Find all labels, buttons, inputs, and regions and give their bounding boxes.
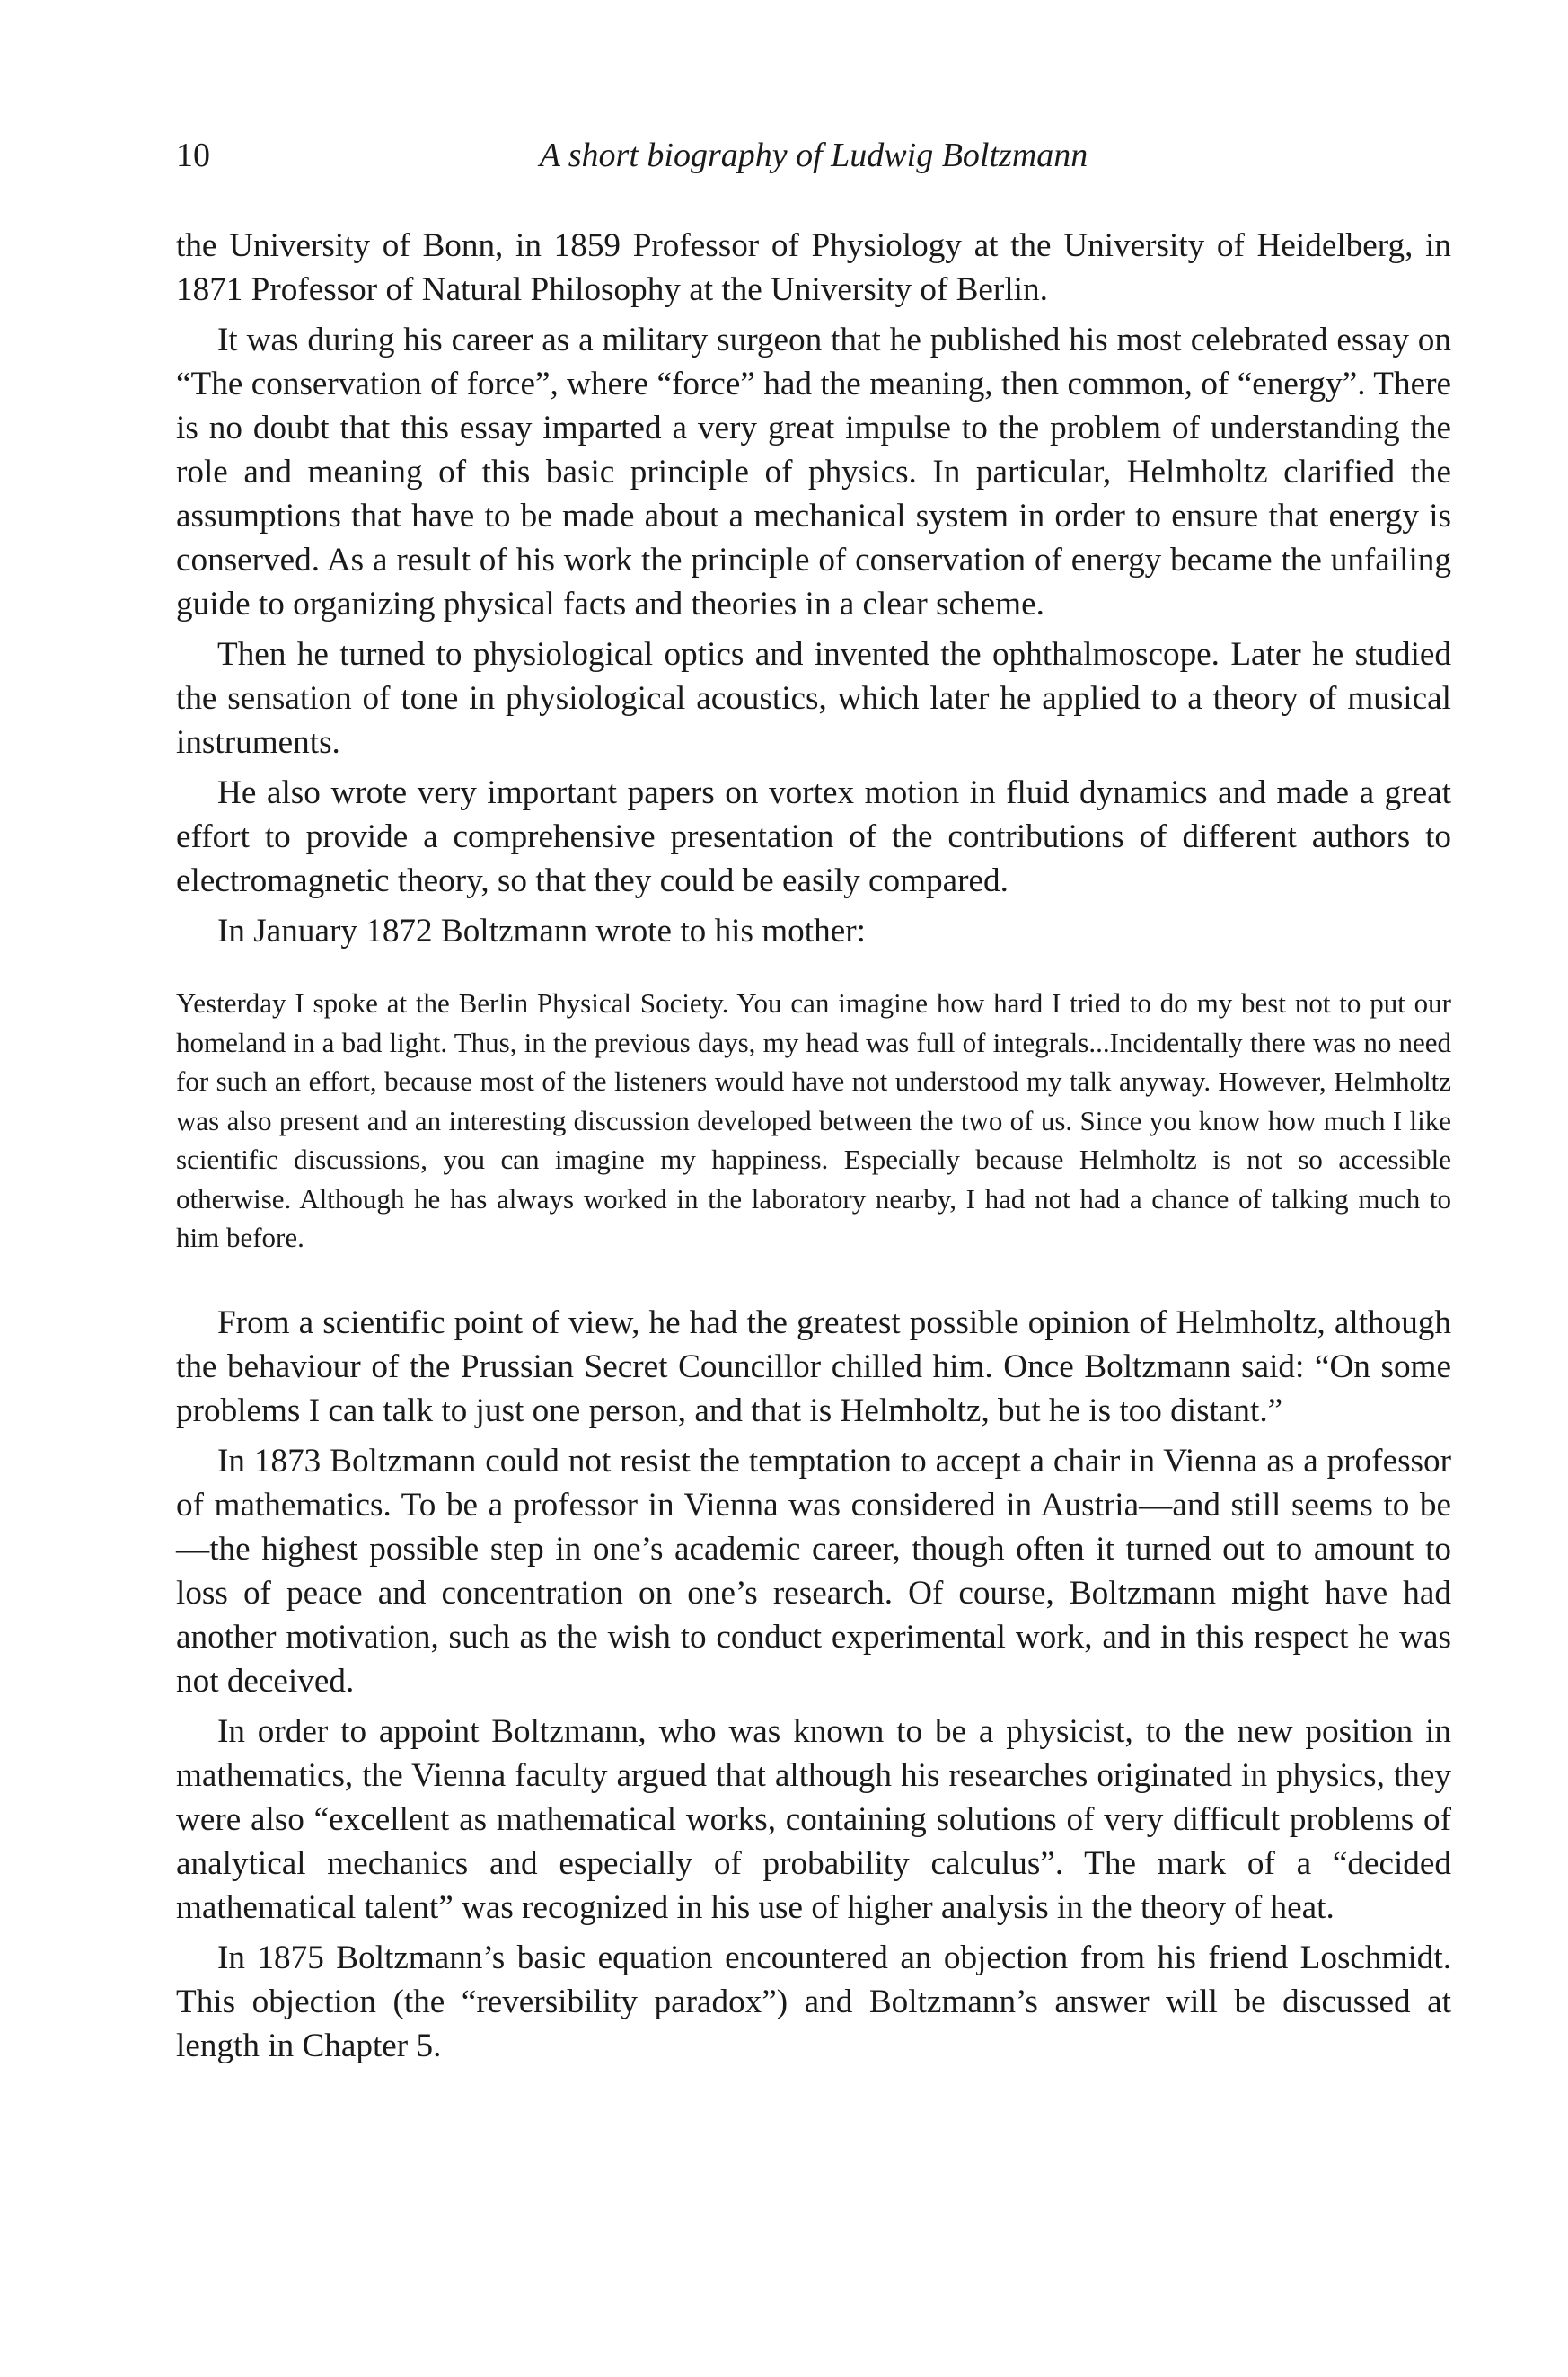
running-head bbox=[176, 133, 1451, 178]
paragraph: In 1873 Boltzmann could not resist the temptation to accept a chair in Vienna as a professor of mathematics. To be a professor in Vienna was considered in Austria—and still seems to be—the highest possible step in one’s academic career, though often it turned out to amount to loss of peace and concentration on one’s research. Of course, Boltzmann might have had another motivation, such as the wish to conduct experimental work, and in this respect he was not deceived. bbox=[176, 1442, 1451, 1700]
paragraph: He also wrote very important papers on vortex motion in fluid dynamics and made a great effort to provide a comprehensive presentation of the contributions of different authors to electromagnetic theory, so that they could be easily compared. bbox=[176, 774, 1451, 899]
page-number: 10 bbox=[176, 137, 210, 174]
body-text bbox=[176, 224, 1451, 2068]
paragraph: In January 1872 Boltzmann wrote to his mother: bbox=[217, 913, 866, 950]
block-quote: Yesterday I spoke at the Berlin Physical Society. You can imagine how hard I tried to do my best not to put our homeland in a bad light. Thus, in the previous days, my head was full of integrals...Incidentally there was no need for such an effort, because most of the listeners would have not understood my talk anyway. However, Helmholtz was also present and an interesting discussion developed between the two of us. Since you know how much I like scientific discussions, you can imagine my happiness. Especially because Helmholtz is not so accessible otherwise. Although he has always worked in the laboratory nearby, I had not had a chance of talking much to him before. bbox=[176, 987, 1451, 1253]
paragraph: In order to appoint Boltzmann, who was known to be a physicist, to the new position in mathematics, the Vienna faculty argued that although his researches originated in physics, they were also “excellent as mathematical works, containing solutions of very difficult problems of analytical mechanics and especially of probability calculus”. The mark of a “decided mathematical talent” was recognized in his use of higher analysis in the theory of heat. bbox=[176, 1712, 1451, 1926]
paragraph: Then he turned to physiological optics and invented the ophthalmoscope. Later he studied the sensation of tone in physiological acoustics, which later he applied to a theory of musical instruments. bbox=[176, 636, 1451, 761]
running-title: A short biography of Ludwig Boltzmann bbox=[539, 137, 1088, 174]
paragraph: It was during his career as a military surgeon that he published his most celebrated essay on “The conservation of force”, where “force” had the meaning, then common, of “energy”. There is no doubt that this essay imparted a very great impulse to the problem of understanding the role and meaning of this basic principle of physics. In particular, Helmholtz clarified the assumptions that have to be made about a mechanical system in order to ensure that energy is conserved. As a result of his work the principle of conservation of energy became the unfailing guide to organizing physical facts and theories in a clear scheme. bbox=[176, 322, 1451, 623]
paragraph: In 1875 Boltzmann’s basic equation encountered an objection from his friend Loschmidt. This objection (the “reversibility paradox”) and Boltzmann’s answer will be discussed at length in Chapter 5. bbox=[176, 1939, 1451, 2064]
paragraph: From a scientific point of view, he had the greatest possible opinion of Helmholtz, although the behaviour of the Prussian Secret Councillor chilled him. Once Boltzmann said: “On some problems I can talk to just one person, and that is Helmholtz, but he is too distant.” bbox=[176, 1303, 1451, 1429]
paragraph: the University of Bonn, in 1859 Professor of Physiology at the University of Heidelberg, in 1871 Professor of Natural Philosophy at the University of Berlin. bbox=[176, 227, 1451, 308]
